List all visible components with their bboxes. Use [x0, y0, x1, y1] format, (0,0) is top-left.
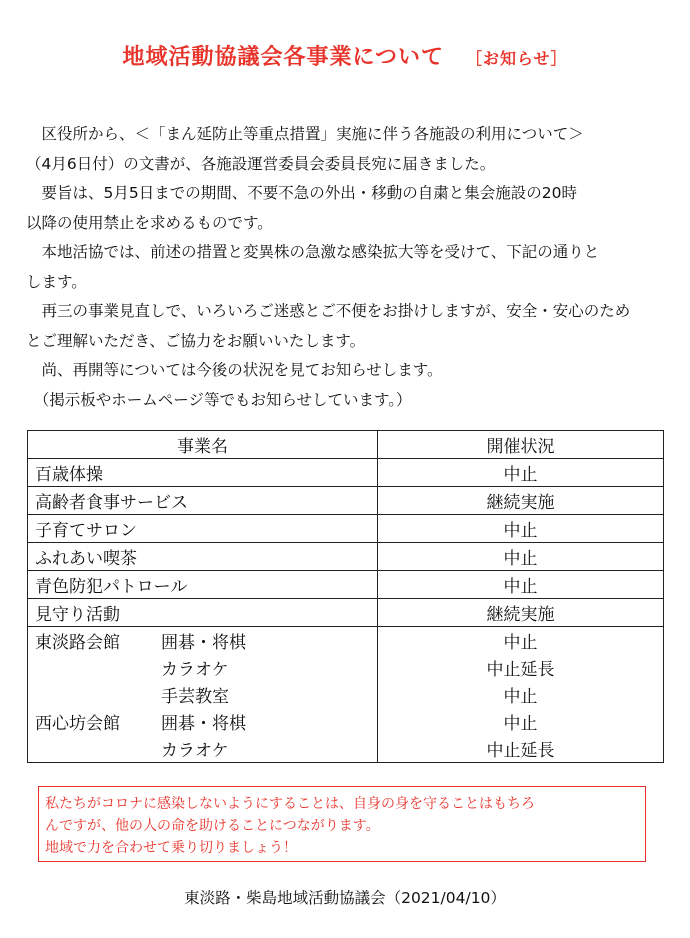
table-row: [28, 599, 664, 627]
event-status: 中止延長: [378, 735, 664, 763]
header-event-name: 事業名: [28, 431, 378, 459]
table-header-row: [28, 431, 664, 459]
notice-line: 地域で力を合わせて乗り切りましょう！: [45, 840, 297, 856]
event-status: 中止: [378, 571, 664, 599]
venue-name: 東淡路会館: [35, 633, 120, 653]
event-name: 子育てサロン: [28, 515, 378, 543]
paragraph-line: 要旨は、5月5日までの期間、不要不急の外出・移動の自粛と集会施設の20時: [26, 184, 577, 202]
table-row: [28, 543, 664, 571]
table-row: [28, 627, 664, 655]
table-row: [28, 487, 664, 515]
activity-name: カラオケ: [161, 741, 229, 761]
events-status-table: [27, 430, 664, 763]
event-status: 継続実施: [378, 487, 664, 515]
event-name: [28, 627, 378, 655]
paragraph-line: （掲示板やホームページ等でもお知らせしています。）: [26, 390, 412, 409]
event-status: 中止: [378, 708, 664, 735]
activity-name: 囲碁・将棋: [161, 714, 246, 734]
event-name: 見守り活動: [28, 599, 378, 627]
body-text: [26, 120, 666, 415]
event-name: [28, 654, 378, 681]
paragraph-line: 以降の使用禁止を求めるものです。: [26, 213, 273, 232]
paragraph-line: 再三の事業見直しで、いろいろご迷惑とご不便をお掛けしますが、安全・安心のため: [26, 302, 631, 320]
table-row: [28, 515, 664, 543]
notice-line: んですが、他の人の命を助けることにつながります。: [45, 818, 380, 834]
event-name: [28, 708, 378, 735]
event-status: 継続実施: [378, 599, 664, 627]
paragraph-line: 区役所から、＜「まん延防止等重点措置」実施に伴う各施設の利用について＞: [26, 125, 584, 143]
paragraph-line: します。: [26, 272, 87, 291]
event-status: 中止: [378, 515, 664, 543]
venue-name: 西心坊会館: [35, 714, 120, 734]
event-name: [28, 735, 378, 763]
table-row: [28, 459, 664, 487]
activity-name: 手芸教室: [161, 687, 229, 707]
event-name: [28, 681, 378, 708]
document-title: [0, 40, 690, 71]
table-row: [28, 735, 664, 763]
table-row: [28, 681, 664, 708]
title-main: 地域活動協議会各事業について: [122, 45, 445, 70]
activity-name: カラオケ: [161, 660, 229, 680]
table-row: [28, 571, 664, 599]
table-row: [28, 654, 664, 681]
event-status: 中止延長: [378, 654, 664, 681]
footer-signature: 東淡路・柴島地域活動協議会（2021/04/10）: [184, 889, 506, 907]
event-name: ふれあい喫茶: [28, 543, 378, 571]
event-status: 中止: [378, 459, 664, 487]
notice-box: [38, 786, 646, 862]
event-name: 百歳体操: [28, 459, 378, 487]
event-name: 青色防犯パトロール: [28, 571, 378, 599]
paragraph-line: 尚、再開等については今後の状況を見てお知らせします。: [26, 361, 443, 379]
paragraph-line: とご理解いただき、ご協力をお願いいたします。: [26, 331, 366, 350]
event-status: 中止: [378, 627, 664, 655]
notice-line: 私たちがコロナに感染しないようにすることは、自身の身を守ることはもちろ: [45, 796, 535, 812]
event-name: 高齢者食事サービス: [28, 487, 378, 515]
event-status: 中止: [378, 681, 664, 708]
event-status: 中止: [378, 543, 664, 571]
paragraph-line: （4月6日付）の文書が、各施設運営委員会委員長宛に届きました。: [26, 154, 496, 173]
table-row: [28, 708, 664, 735]
title-note: ［お知らせ］: [466, 49, 568, 68]
activity-name: 囲碁・将棋: [161, 633, 246, 653]
header-status: 開催状況: [378, 431, 664, 459]
paragraph-line: 本地活協では、前述の措置と変異株の急激な感染拡大等を受けて、下記の通りと: [26, 243, 600, 261]
